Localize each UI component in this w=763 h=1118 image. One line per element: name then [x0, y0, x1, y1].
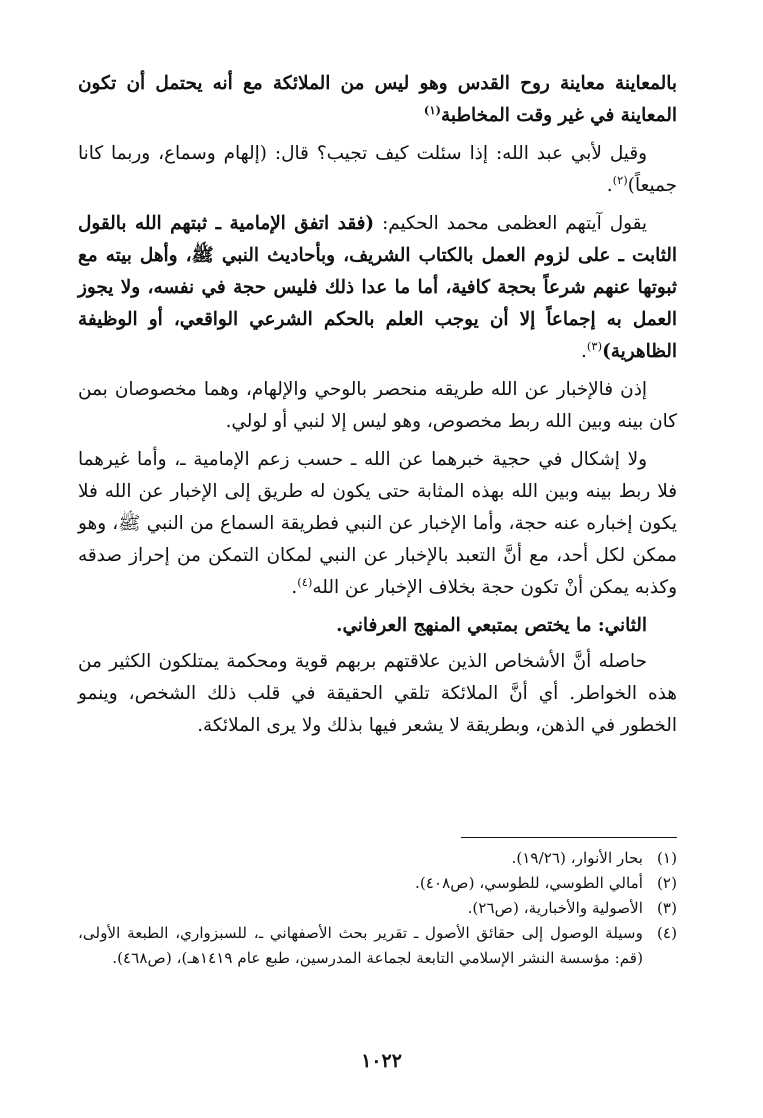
- footnotes: [78, 846, 677, 971]
- paragraph-2: [78, 138, 677, 202]
- paragraph-2-end: .: [606, 175, 613, 196]
- paragraph-5: [78, 444, 677, 604]
- paragraph-4-text: إذن فالإخبار عن الله طريقه منحصر بالوحي والإلهام، وهما مخصوصان بمن كان بينه وبين الله ربط مخصوص، وهو ليس إلا لنبي أو لولي.: [78, 379, 677, 432]
- paragraph-3: [78, 208, 677, 368]
- footnote-ref-1: (١): [423, 102, 441, 117]
- paragraph-3-lead: يقول آيتهم العظمى محمد الحكيم:: [374, 213, 647, 234]
- footnote-item: [78, 871, 677, 896]
- paragraph-3-quote: (فقد اتفق الإمامية ـ ثبتهم الله بالقول الثابت ـ على لزوم العمل بالكتاب الشريف، وبأحاديث النبي ﷺ، وأهل بيته مع ثبوتها عنهم شرعاً بحجة كافية، أما ما عدا ذلك فليس حجة في نفسه، ولا يجوز العمل به إجماعاً إلا أن يوجب العلم بالحكم الشرعي الواقعي، أو الوظيفة الظاهرية): [78, 213, 677, 362]
- paragraph-5-text: ولا إشكال في حجية خبرهما عن الله ـ حسب زعم الإمامية ـ، وأما غيرهما فلا ربط بينه وبين الله بهذه المثابة حتى يكون له طريق إلى الإخبار عن الله فلا يكون إخباره عنه حجة، وأما الإخبار عن النبي فطريقة السماع من النبي ﷺ، وهو ممكن لكل أحد، مع أنَّ التعبد بالإخبار عن النبي لمكان التمكن من إحراز صدقه وكذبه يمكن أنْ تكون حجة بخلاف الإخبار عن الله: [78, 449, 677, 598]
- footnote-text: بحار الأنوار، (١٩/٢٦).: [511, 849, 643, 867]
- footnote-number: (٢): [656, 874, 677, 892]
- footnote-text: الأصولية والأخبارية، (ص٢٦).: [467, 899, 643, 917]
- paragraph-6-text: حاصله أنَّ الأشخاص الذين علاقتهم بربهم قوية ومحكمة يمتلكون الكثير من هذه الخواطر. أي أنَّ الملائكة تلقي الحقيقة في قلب ذلك الشخص، وينمو الخطور في الذهن، وبطريقة لا يشعر فيها بذلك ولا يرى الملائكة.: [78, 651, 677, 736]
- footnote-number: (١): [656, 849, 677, 867]
- footnote-text: وسيلة الوصول إلى حقائق الأصول ـ تقرير بحث الأصفهاني ـ، للسبزواري، الطبعة الأولى، (قم: مؤسسة النشر الإسلامي التابعة لجماعة المدرسين، طبع عام ١٤١٩هـ)، (ص٤٦٨).: [78, 924, 643, 967]
- footnote-item: [78, 896, 677, 921]
- footnote-item: [78, 846, 677, 871]
- paragraph-6: [78, 646, 677, 742]
- footnote-item: [78, 921, 677, 971]
- footnote-ref-4: (٤): [297, 574, 313, 589]
- page-number: ١٠٢٢: [361, 1050, 402, 1072]
- paragraph-5-end: .: [291, 577, 298, 598]
- paragraph-1-text: بالمعاينة معاينة روح القدس وهو ليس من الملائكة مع أنه يحتمل أن تكون المعاينة في غير وقت المخاطبة: [78, 73, 677, 126]
- footnote-number: (٤): [656, 924, 677, 942]
- footnote-ref-2: (٢): [612, 172, 628, 187]
- paragraph-2-text: وقيل لأبي عبد الله: إذا سئلت كيف تجيب؟ قال: (إلهام وسماع، وربما كانا جميعاً): [78, 143, 677, 196]
- paragraph-1: [78, 68, 677, 132]
- main-text: [78, 68, 677, 748]
- footnote-separator: [461, 837, 677, 838]
- footnote-number: (٣): [656, 899, 677, 917]
- paragraph-4: [78, 374, 677, 438]
- footnote-text: أمالي الطوسي، للطوسي، (ص٤٠٨).: [415, 874, 643, 892]
- footnote-ref-3: (٣): [586, 338, 603, 353]
- section-heading: الثاني: ما يختص بمتبعي المنهج العرفاني.: [336, 615, 647, 636]
- paragraph-3-end: .: [581, 341, 587, 362]
